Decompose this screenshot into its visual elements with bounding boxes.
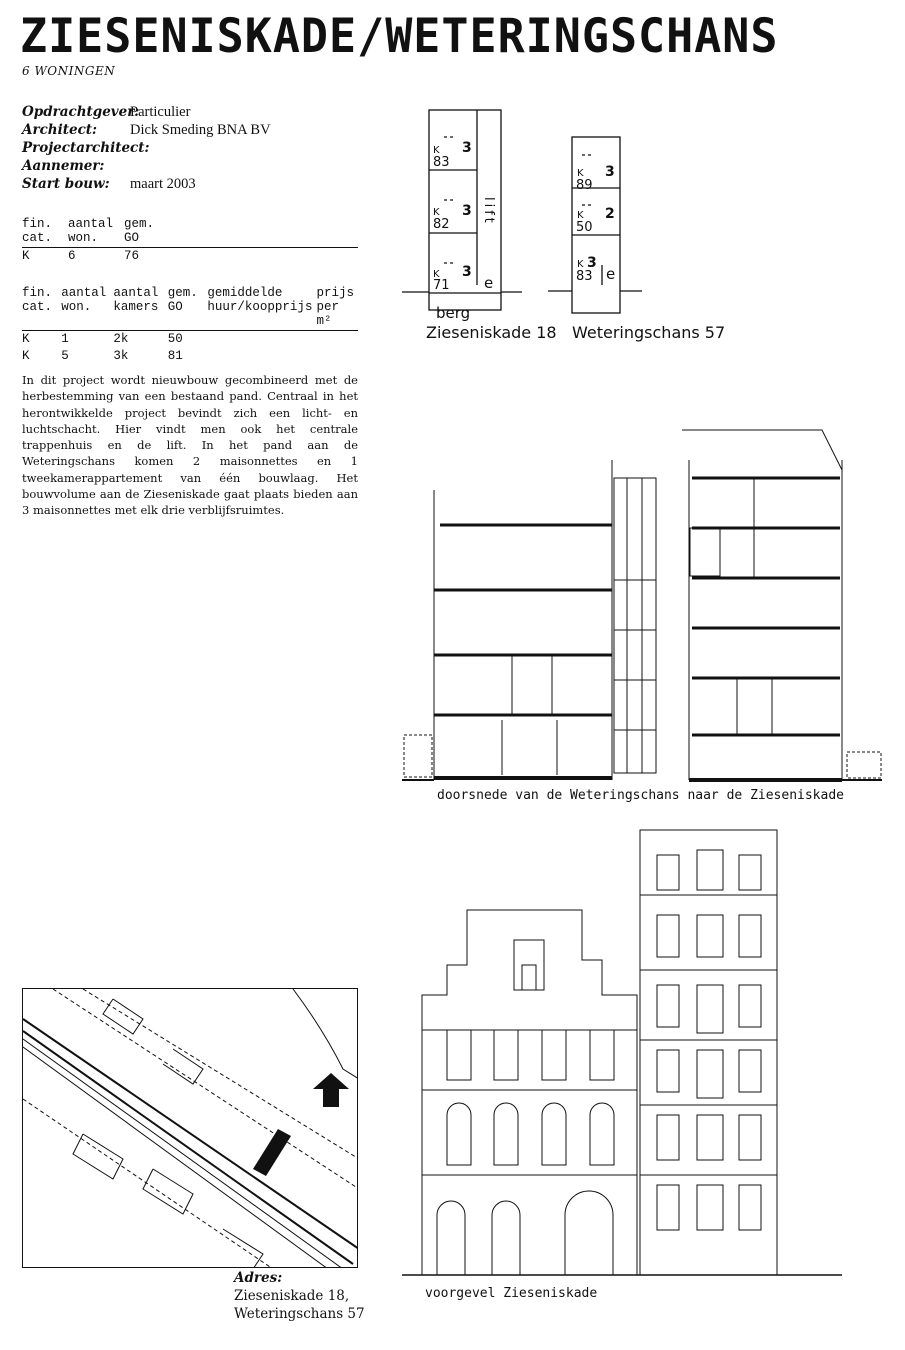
housing-detail-table — [22, 286, 358, 365]
meta-value — [130, 157, 362, 175]
unit-size: 83 — [576, 269, 593, 284]
front-facade-drawing — [382, 820, 897, 1325]
unit-category: K — [577, 168, 584, 179]
meta-label: Projectarchitect: — [22, 140, 150, 156]
table-cell: K — [22, 332, 30, 346]
unit-rooms: 3 — [587, 255, 597, 271]
table-row — [22, 248, 358, 266]
table-cell — [207, 331, 316, 349]
unit-size: 89 — [576, 178, 593, 193]
table-cell — [316, 348, 358, 365]
table-header: prijs per m² — [316, 286, 358, 331]
unit-category: K — [577, 210, 584, 221]
project-location-marker — [253, 1129, 291, 1176]
lift-label: lift — [481, 197, 496, 226]
address-line: Weteringschans 57 — [234, 1306, 365, 1322]
table-cell: 3k — [113, 349, 129, 363]
meta-value: Particulier — [130, 104, 191, 120]
unit-category: K — [433, 207, 440, 218]
north-arrow-icon — [313, 1073, 349, 1107]
project-description: In dit project wordt nieuwbouw gecombineerd met de herbestemming van een bestaand pand. Centraal in het herontwikkelde project bevindt zich een licht- en luchtschacht. Hier vindt men ook het centrale trappenhuis en de lift. In het pand aan de Weteringschans komen 2 maisonnettes en 1 tweekamerappartement van één bouwlaag. Het bouwvolume aan de Zieseniskade gaat plaats bieden aan 3 maisonnettes met elk drie verblijfsruimtes. — [22, 373, 358, 518]
section-caption: doorsnede van de Weteringschans naar de Zieseniskade — [437, 788, 844, 803]
table-header: gemiddelde huur/koopprijs — [207, 286, 316, 331]
meta-row-architect — [22, 121, 362, 139]
meta-value — [130, 139, 362, 157]
unit-category: K — [577, 259, 584, 270]
table-row — [22, 331, 358, 349]
table-cell: 81 — [167, 349, 183, 363]
table-cell: 76 — [124, 249, 140, 263]
meta-label: Architect: — [22, 122, 98, 138]
cross-section-drawing — [382, 390, 897, 810]
table-cell: K — [22, 249, 30, 263]
plan-caption-left: Zieseniskade 18 — [426, 323, 557, 342]
table-header: gem. GO — [168, 286, 208, 331]
table-cell: 50 — [167, 332, 183, 346]
table-cell: K — [22, 349, 30, 363]
table-header: aantal won. — [61, 286, 113, 331]
floor-plan-schema — [382, 85, 897, 360]
table-header: aantal won. — [68, 217, 124, 248]
unit-rooms: 3 — [605, 164, 615, 180]
meta-label: Opdrachtgever: — [22, 104, 140, 120]
entry-label: e — [606, 265, 616, 283]
meta-row-project-architect — [22, 139, 362, 157]
meta-row-client — [22, 103, 362, 121]
page-subtitle: 6 WONINGEN — [22, 64, 116, 78]
meta-row-contractor — [22, 157, 362, 175]
unit-size: 71 — [433, 278, 450, 293]
table-header: gem. GO — [124, 217, 358, 248]
page-title: ZIESENISKADE/WETERINGSCHANS — [20, 8, 779, 64]
address-block — [234, 1269, 365, 1323]
table-cell: 6 — [68, 249, 76, 263]
address-line: Zieseniskade 18, — [234, 1288, 350, 1304]
table-cell: 1 — [61, 332, 69, 346]
site-map — [22, 988, 358, 1268]
facade-caption: voorgevel Zieseniskade — [425, 1286, 598, 1301]
housing-summary-table — [22, 217, 358, 265]
storage-label: berg — [436, 304, 471, 322]
address-label: Adres: — [234, 1270, 283, 1286]
table-cell — [207, 348, 316, 365]
unit-size: 83 — [433, 155, 450, 170]
site-map-drawing — [23, 989, 358, 1268]
table-cell: 2k — [113, 332, 129, 346]
meta-row-start — [22, 175, 362, 193]
table-header: fin. cat. — [22, 286, 61, 331]
table-header: fin. cat. — [22, 217, 68, 248]
meta-value: Dick Smeding BNA BV — [130, 122, 271, 138]
unit-rooms: 3 — [462, 264, 472, 280]
table-row — [22, 348, 358, 365]
plan-caption-right: Weteringschans 57 — [572, 323, 726, 342]
meta-label: Aannemer: — [22, 158, 105, 174]
unit-category: K — [433, 269, 440, 280]
meta-label: Start bouw: — [22, 176, 110, 192]
table-header: aantal kamers — [113, 286, 167, 331]
unit-rooms: 3 — [462, 203, 472, 219]
unit-rooms: 3 — [462, 140, 472, 156]
table-cell: 5 — [61, 349, 69, 363]
unit-rooms: 2 — [605, 206, 615, 222]
table-cell — [316, 331, 358, 349]
unit-category: K — [433, 145, 440, 156]
meta-value: maart 2003 — [130, 176, 196, 192]
project-meta — [22, 103, 362, 193]
unit-size: 82 — [433, 217, 450, 232]
unit-size: 50 — [576, 220, 593, 235]
entry-label: e — [484, 274, 494, 292]
